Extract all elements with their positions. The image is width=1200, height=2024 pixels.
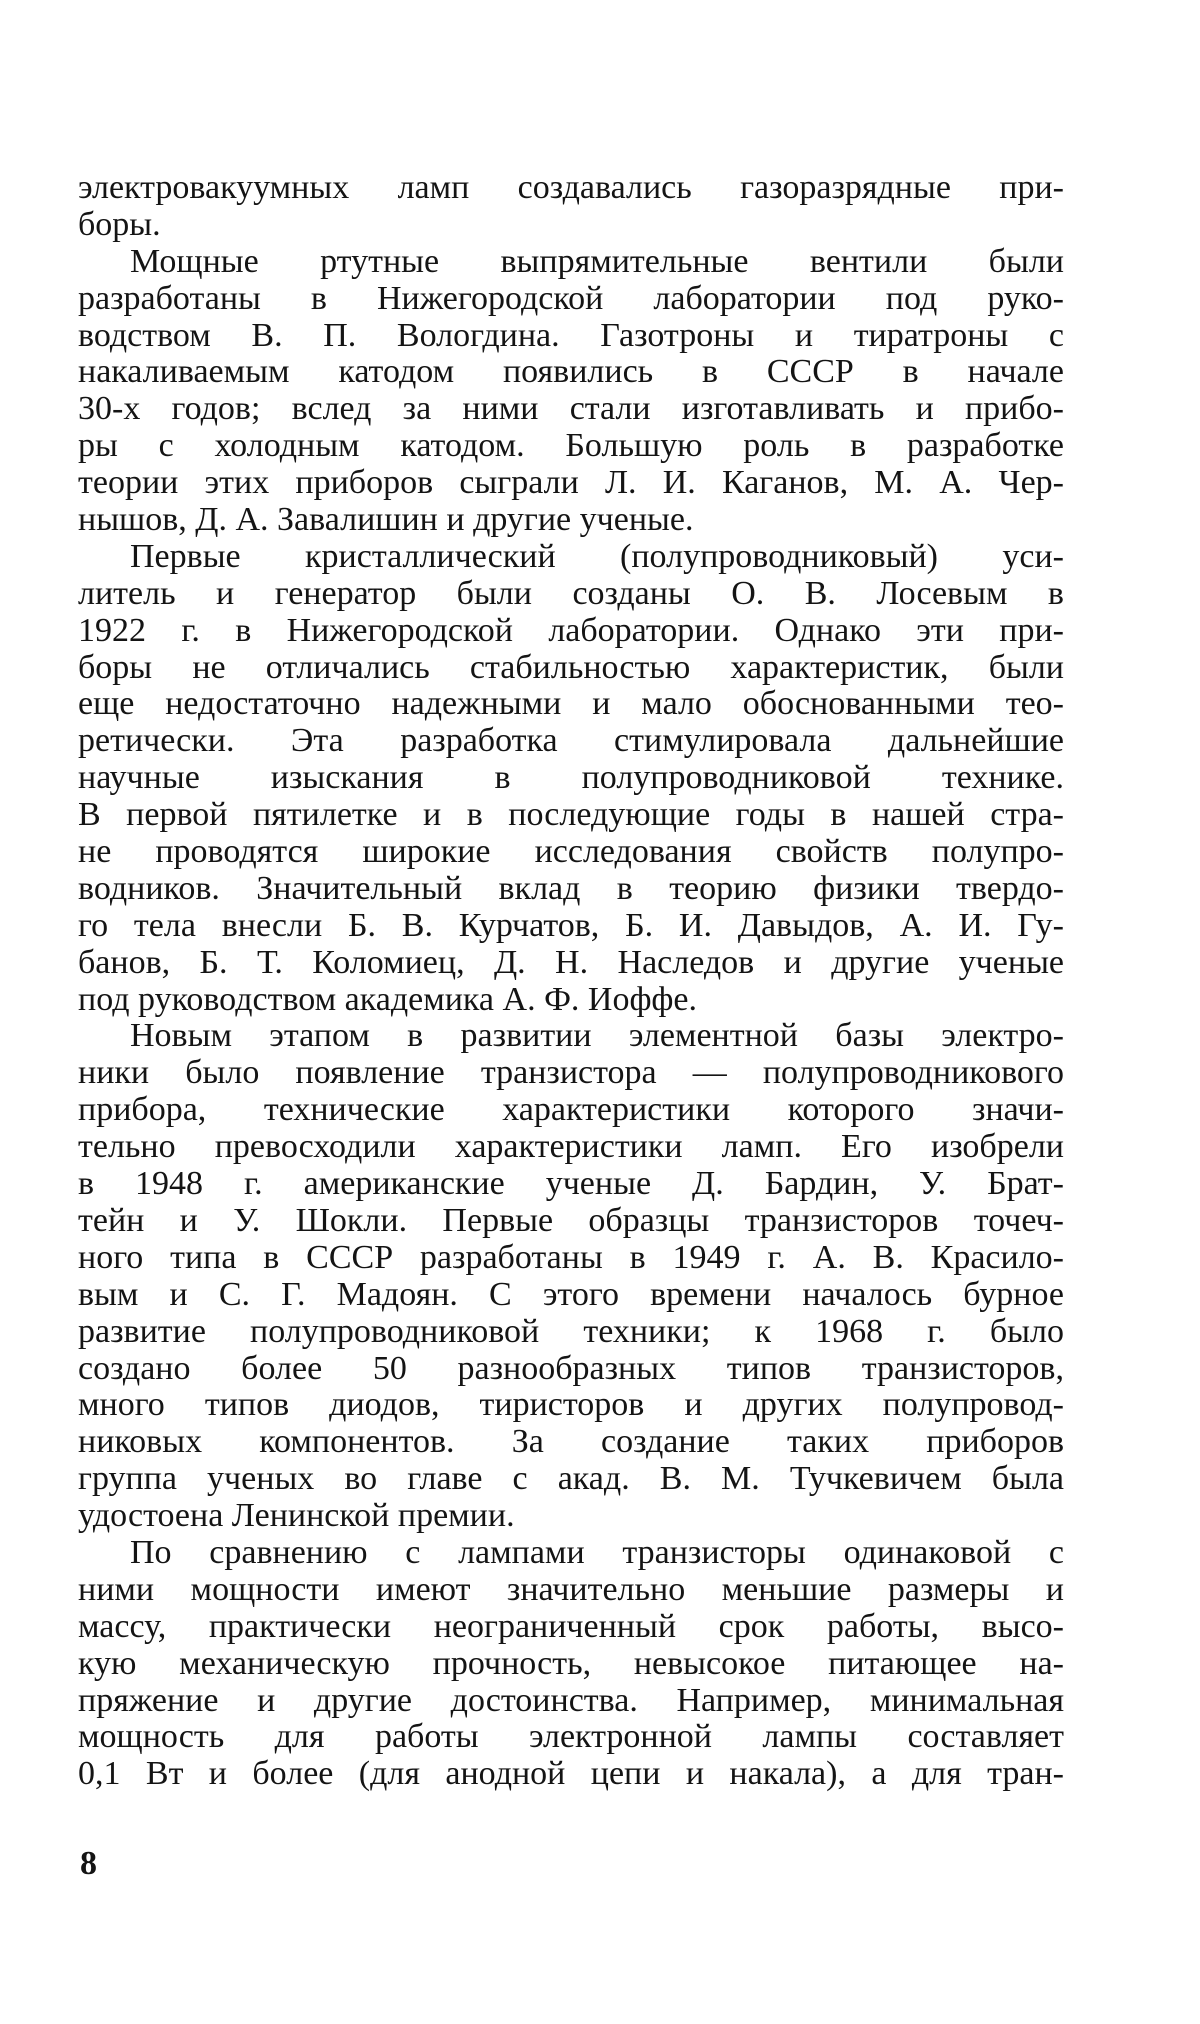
text-line: удостоена Ленинской премии. — [78, 1498, 515, 1535]
text-line: развитие полупроводниковой техники; к 1968 г. было — [78, 1313, 1064, 1350]
text-line: 0,1 Вт и более (для анодной цепи и накала), а для тран- — [78, 1756, 1064, 1793]
text-line: никовых компонентов. За создание таких приборов — [78, 1424, 1064, 1461]
text-line: массу, практически неограниченный срок работы, высо- — [78, 1608, 1064, 1645]
text-line: го тела внесли Б. В. Курчатов, Б. И. Давыдов, А. И. Гу- — [78, 907, 1064, 944]
text-line: По сравнению с лампами транзисторы одинаковой с — [130, 1534, 1064, 1571]
text-line: вым и С. Г. Мадоян. С этого времени началось бурное — [78, 1276, 1064, 1313]
text-line: разработаны в Нижегородской лаборатории под руко- — [78, 280, 1064, 317]
text-line: еще недостаточно надежными и мало обоснованными тео- — [78, 686, 1064, 723]
text-line: ры с холодным катодом. Большую роль в разработке — [78, 428, 1064, 465]
text-line: Первые кристаллический (полупроводниковый) уси- — [130, 538, 1064, 575]
text-line: тейн и У. Шокли. Первые образцы транзисторов точеч- — [78, 1202, 1064, 1239]
text-line: много типов диодов, тиристоров и других полупровод- — [78, 1387, 1064, 1424]
text-line: прибора, технические характеристики которого значи- — [78, 1092, 1064, 1129]
text-line: литель и генератор были созданы О. В. Лосевым в — [78, 575, 1064, 612]
text-line: 30-х годов; вслед за ними стали изготавливать и прибо- — [78, 391, 1064, 428]
text-line: в 1948 г. американские ученые Д. Бардин, У. Брат- — [78, 1166, 1064, 1203]
text-line: боры не отличались стабильностью характеристик, были — [78, 649, 1064, 686]
text-line: ники было появление транзистора — полупроводникового — [78, 1055, 1064, 1092]
text-line: водством В. П. Вологдина. Газотроны и тиратроны с — [78, 317, 1064, 354]
text-line: 1922 г. в Нижегородской лаборатории. Однако эти при- — [78, 612, 1064, 649]
text-line: ного типа в СССР разработаны в 1949 г. А. В. Красило- — [78, 1239, 1064, 1276]
text-line: мощность для работы электронной лампы составляет — [78, 1719, 1064, 1756]
text-line: Новым этапом в развитии элементной базы электро- — [130, 1018, 1064, 1055]
text-line: ретически. Эта разработка стимулировала дальнейшие — [78, 723, 1064, 760]
text-line: накаливаемым катодом появились в СССР в начале — [78, 354, 1064, 391]
text-line: водников. Значительный вклад в теорию физики твердо- — [78, 870, 1064, 907]
text-line: кую механическую прочность, невысокое питающее на- — [78, 1645, 1064, 1682]
text-line: теории этих приборов сыграли Л. И. Каганов, М. А. Чер- — [78, 465, 1064, 502]
text-line: нышов, Д. А. Завалишин и другие ученые. — [78, 502, 694, 539]
text-line: боры. — [78, 206, 161, 243]
text-line: электровакуумных ламп создавались газоразрядные при- — [78, 170, 1064, 206]
text-line: Мощные ртутные выпрямительные вентили были — [130, 243, 1064, 280]
text-line: пряжение и другие достоинства. Например, минимальная — [78, 1682, 1064, 1719]
page-number: 8 — [80, 1845, 97, 1882]
text-line: под руководством академика А. Ф. Иоффе. — [78, 981, 697, 1018]
text-line: создано более 50 разнообразных типов транзисторов, — [78, 1350, 1064, 1387]
text-line: не проводятся широкие исследования свойств полупро- — [78, 834, 1064, 871]
text-line: ними мощности имеют значительно меньшие размеры и — [78, 1571, 1064, 1608]
page-body — [78, 170, 1064, 1793]
text-line: группа ученых во главе с акад. В. М. Тучкевичем была — [78, 1461, 1064, 1498]
text-line: тельно превосходили характеристики ламп. Его изобрели — [78, 1129, 1064, 1166]
text-line: банов, Б. Т. Коломиец, Д. Н. Наследов и другие ученые — [78, 944, 1064, 981]
text-line: В первой пятилетке и в последующие годы в нашей стра- — [78, 797, 1064, 834]
text-line: научные изыскания в полупроводниковой технике. — [78, 760, 1064, 797]
